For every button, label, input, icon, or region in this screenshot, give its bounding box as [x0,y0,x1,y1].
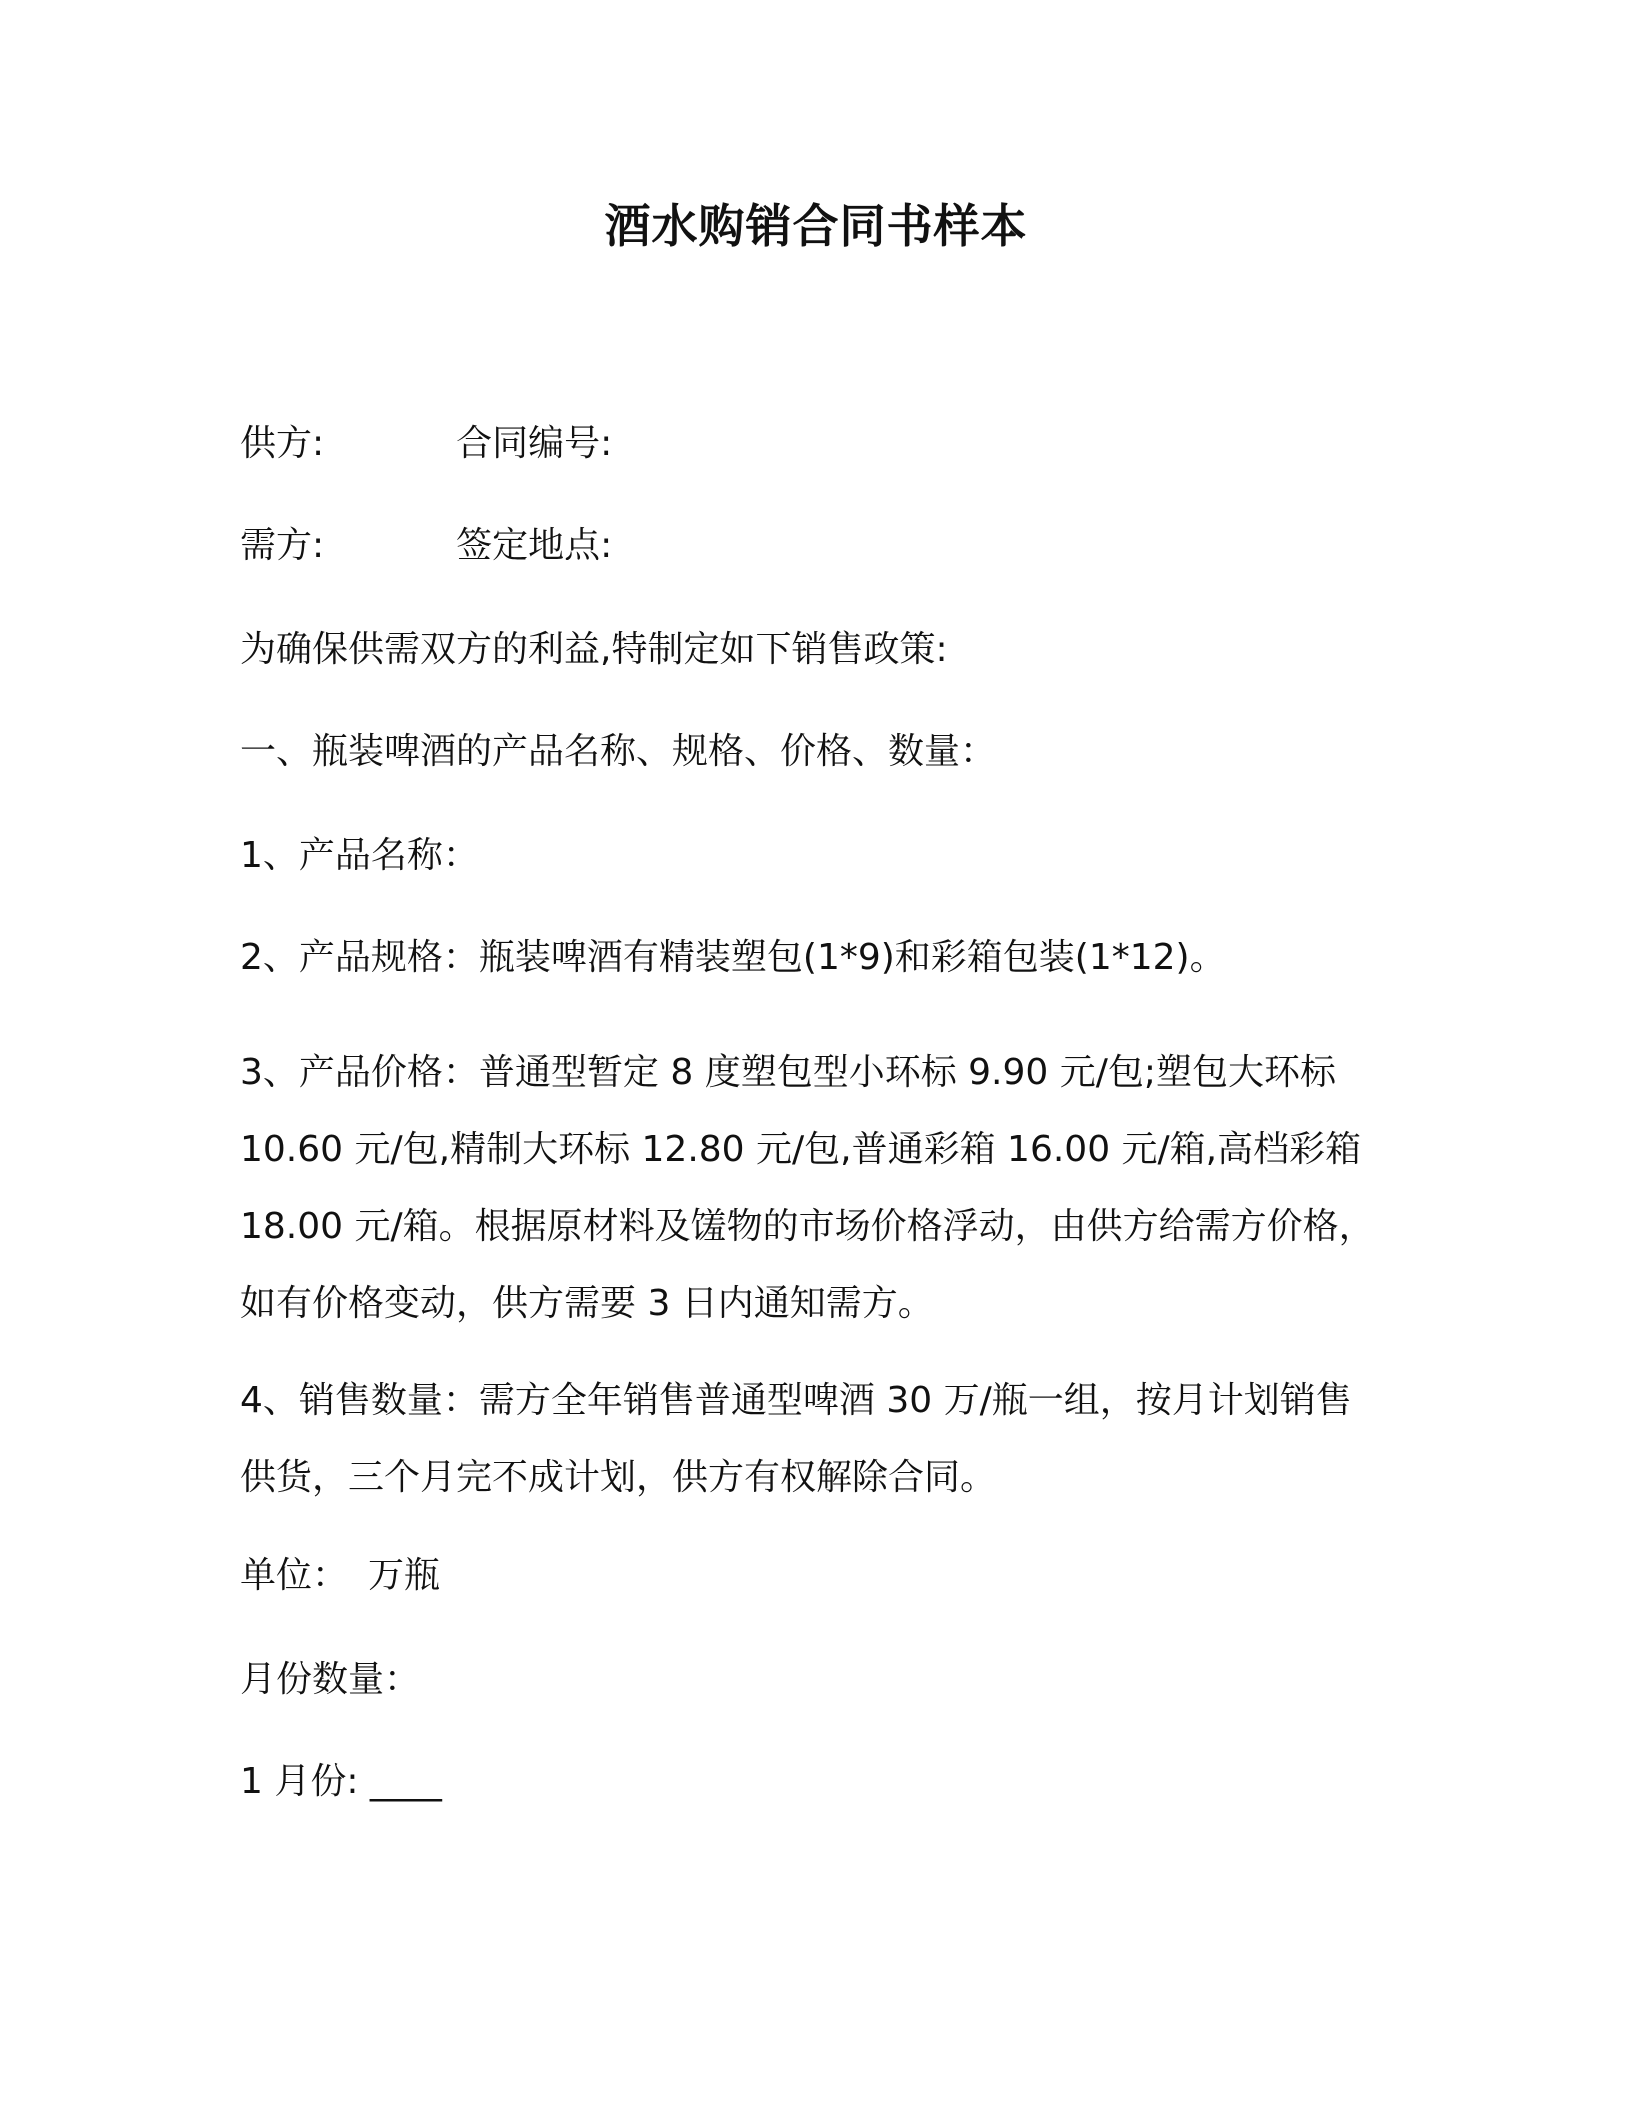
item1-product-name: 1、产品名称： [240,835,479,876]
item3-line: 18.00 元/箱。根据原材料及馐物的市场价格浮动，由供方给需方价格， [240,1206,1375,1247]
item4-sales-quantity [240,1362,1390,1516]
buyer-label: 需方: [240,525,325,566]
item3-product-price [240,1034,1390,1342]
monthly-qty-label: 月份数量： [240,1659,421,1700]
unit-label: 单位： [240,1555,349,1596]
supplier-label: 供方: [240,423,325,464]
section1-heading: 一、瓶装啤酒的产品名称、规格、价格、数量： [240,731,997,772]
supplier-line [240,420,612,468]
item3-line: 10.60 元/包,精制大环标 12.80 元/包,普通彩箱 16.00 元/箱,高档彩箱 [240,1129,1362,1170]
item4-line: 供货，三个月完不成计划，供方有权解除合同。 [240,1457,997,1498]
month1-quantity: 1 月份: ____ [240,1761,442,1802]
signing-place-label: 签定地点: [456,525,613,566]
document-title: 酒水购销合同书样本 [604,199,1028,253]
item3-line: 3、产品价格：普通型暂定 8 度塑包型小环标 9.90 元/包;塑包大环标 [240,1052,1336,1093]
contract-no-label: 合同编号: [456,423,613,464]
intro-text: 为确保供需双方的利益,特制定如下销售政策: [240,629,948,670]
buyer-line [240,522,612,570]
unit-value: 万瓶 [368,1555,441,1596]
unit-line [240,1552,440,1600]
item3-line: 如有价格变动，供方需要 3 日内通知需方。 [240,1283,934,1324]
item2-product-spec: 2、产品规格：瓶装啤酒有精装塑包(1*9)和彩箱包装(1*12)。 [240,937,1226,978]
item4-line: 4、销售数量：需方全年销售普通型啤酒 30 万/瓶一组，按月计划销售 [240,1380,1352,1421]
